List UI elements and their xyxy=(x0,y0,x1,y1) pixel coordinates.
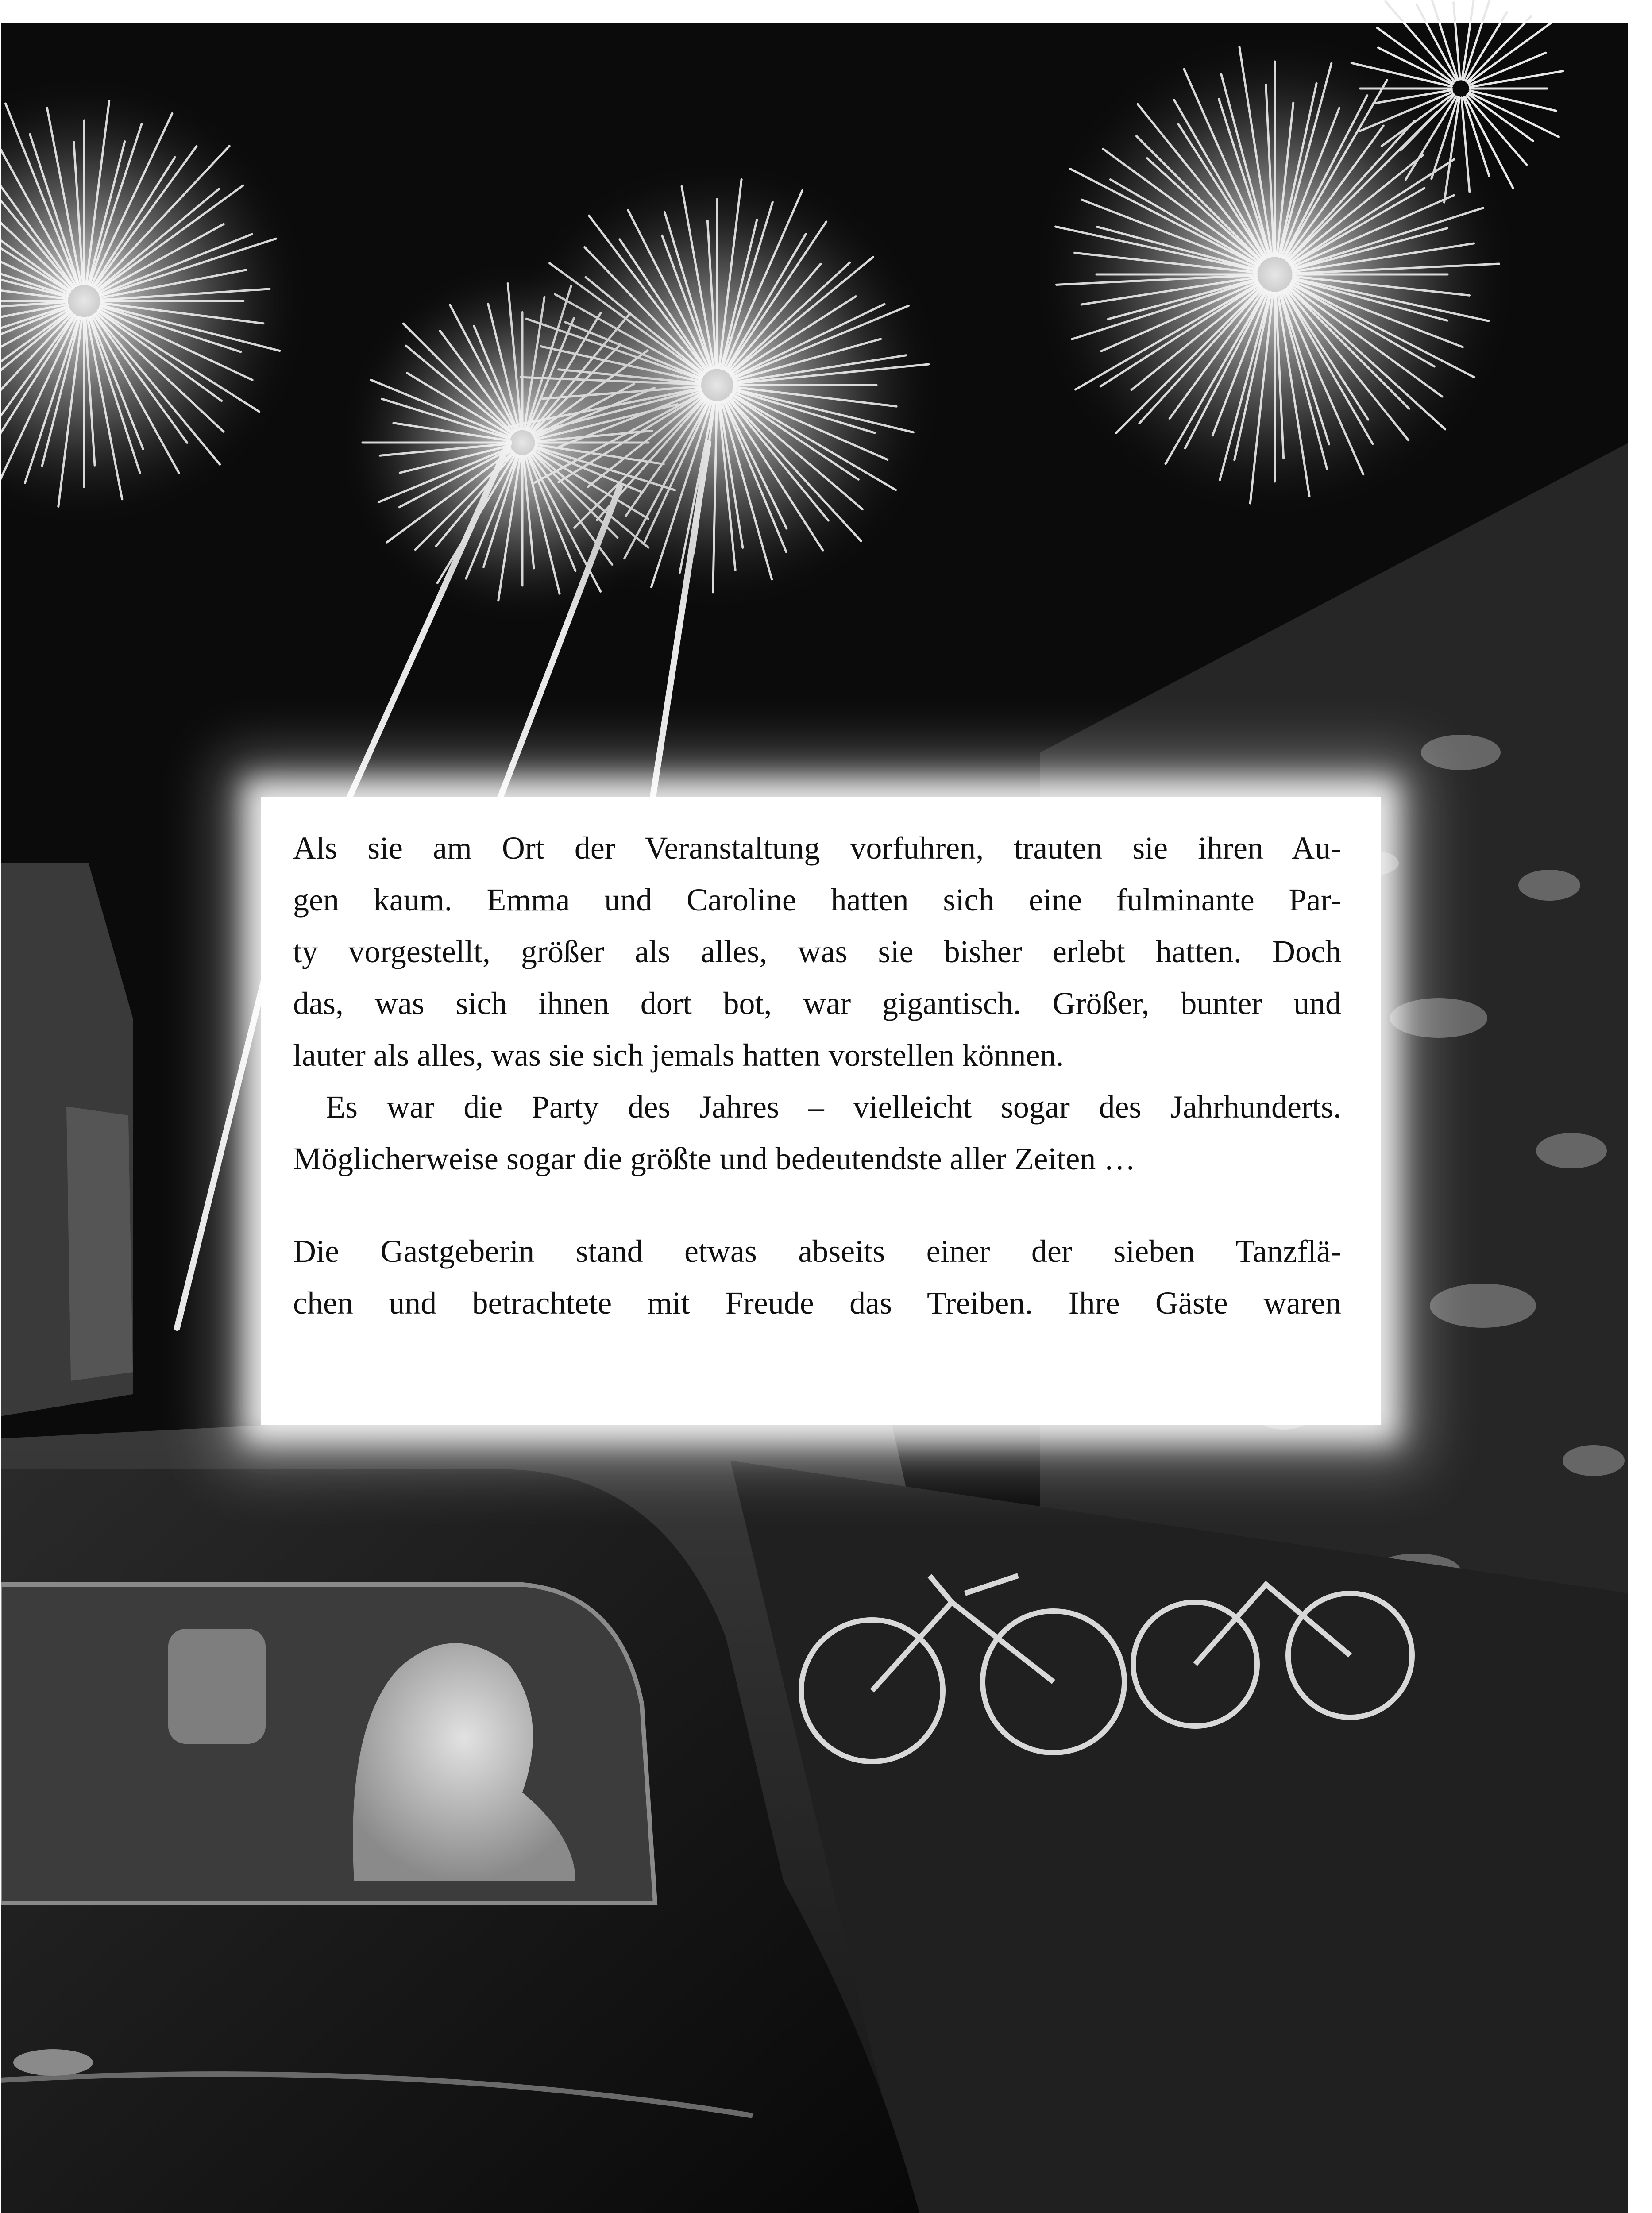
text-line: Als sie am Ort der Veranstaltung vorfuhren, trauten sie ihren Au- xyxy=(293,830,1341,866)
text-line: ty vorgestellt, größer als alles, was sie bisher erlebt hatten. Doch xyxy=(293,934,1341,969)
car-emblem xyxy=(13,2049,93,2076)
paragraph-1 xyxy=(293,822,1341,1081)
story-text-panel xyxy=(261,797,1381,1425)
car-headrest xyxy=(168,1629,266,1744)
section-break xyxy=(293,1185,1341,1226)
text-line: Es war die Party des Jahres – vielleicht sogar des Jahrhunderts. xyxy=(326,1089,1341,1125)
text-line: lauter als alles, was sie sich jemals hatten vorstellen können. xyxy=(293,1037,1064,1073)
text-line: das, was sich ihnen dort bot, war gigantisch. Größer, bunter und xyxy=(293,986,1341,1021)
paragraph-3 xyxy=(293,1226,1341,1329)
building-left-far xyxy=(66,1106,133,1381)
text-line: Möglicherweise sogar die größte und bedeutendste aller Zeiten … xyxy=(293,1141,1136,1176)
firework-glow-4 xyxy=(1027,27,1523,522)
text-line: gen kaum. Emma und Caroline hatten sich eine fulminante Par- xyxy=(293,882,1341,918)
text-line: Die Gastgeberin stand etwas abseits einer der sieben Tanzflä- xyxy=(293,1234,1341,1269)
paragraph-2 xyxy=(293,1081,1341,1185)
firework-glow-3 xyxy=(336,257,708,628)
text-line: chen und betrachtete mit Freude das Treiben. Ihre Gäste waren xyxy=(293,1285,1341,1321)
